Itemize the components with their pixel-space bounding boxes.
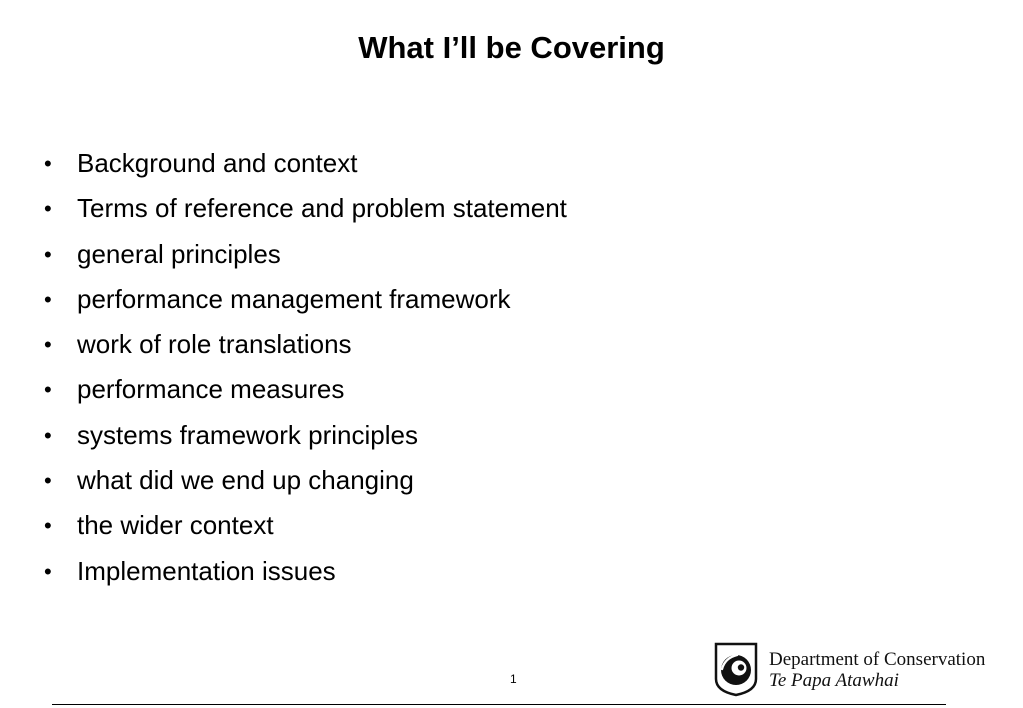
list-item [40,141,567,186]
page-number: 1 [510,672,517,686]
doc-logo [713,641,1013,699]
list-item-text: the wider context [77,510,274,541]
bullet-icon: • [44,468,52,494]
bullet-icon: • [44,377,52,403]
list-item [40,232,567,277]
list-item [40,549,567,594]
list-item [40,503,567,548]
slide-title: What I’ll be Covering [358,30,665,65]
list-item-text: work of role translations [77,329,352,360]
list-item [40,186,567,231]
list-item [40,413,567,458]
footer-divider [52,704,946,705]
list-item [40,322,567,367]
koru-icon [713,641,759,697]
list-item-text: Background and context [77,148,358,178]
bullet-icon: • [44,513,52,539]
list-item [40,458,567,503]
list-item-text: performance measures [77,374,345,405]
list-item-text: systems framework principles [77,419,418,450]
list-item [40,367,567,412]
list-item-text: what did we end up changing [77,465,414,496]
list-item-text: performance management framework [77,283,511,314]
bullet-icon: • [44,558,52,584]
bullet-list [40,141,567,594]
organization-maori-name: Te Papa Atawhai [769,670,899,691]
bullet-icon: • [44,286,52,312]
list-item-text: general principles [77,238,281,269]
bullet-icon: • [44,332,52,358]
doc-logo-text [769,649,985,692]
bullet-icon: • [44,151,52,176]
list-item-text: Terms of reference and problem statement [77,193,567,224]
list-item-text: Implementation issues [77,555,336,586]
bullet-icon: • [44,196,52,222]
list-item [40,277,567,322]
organization-name: Department of Conservation [769,649,986,670]
bullet-icon: • [44,241,52,267]
bullet-icon: • [44,422,52,448]
